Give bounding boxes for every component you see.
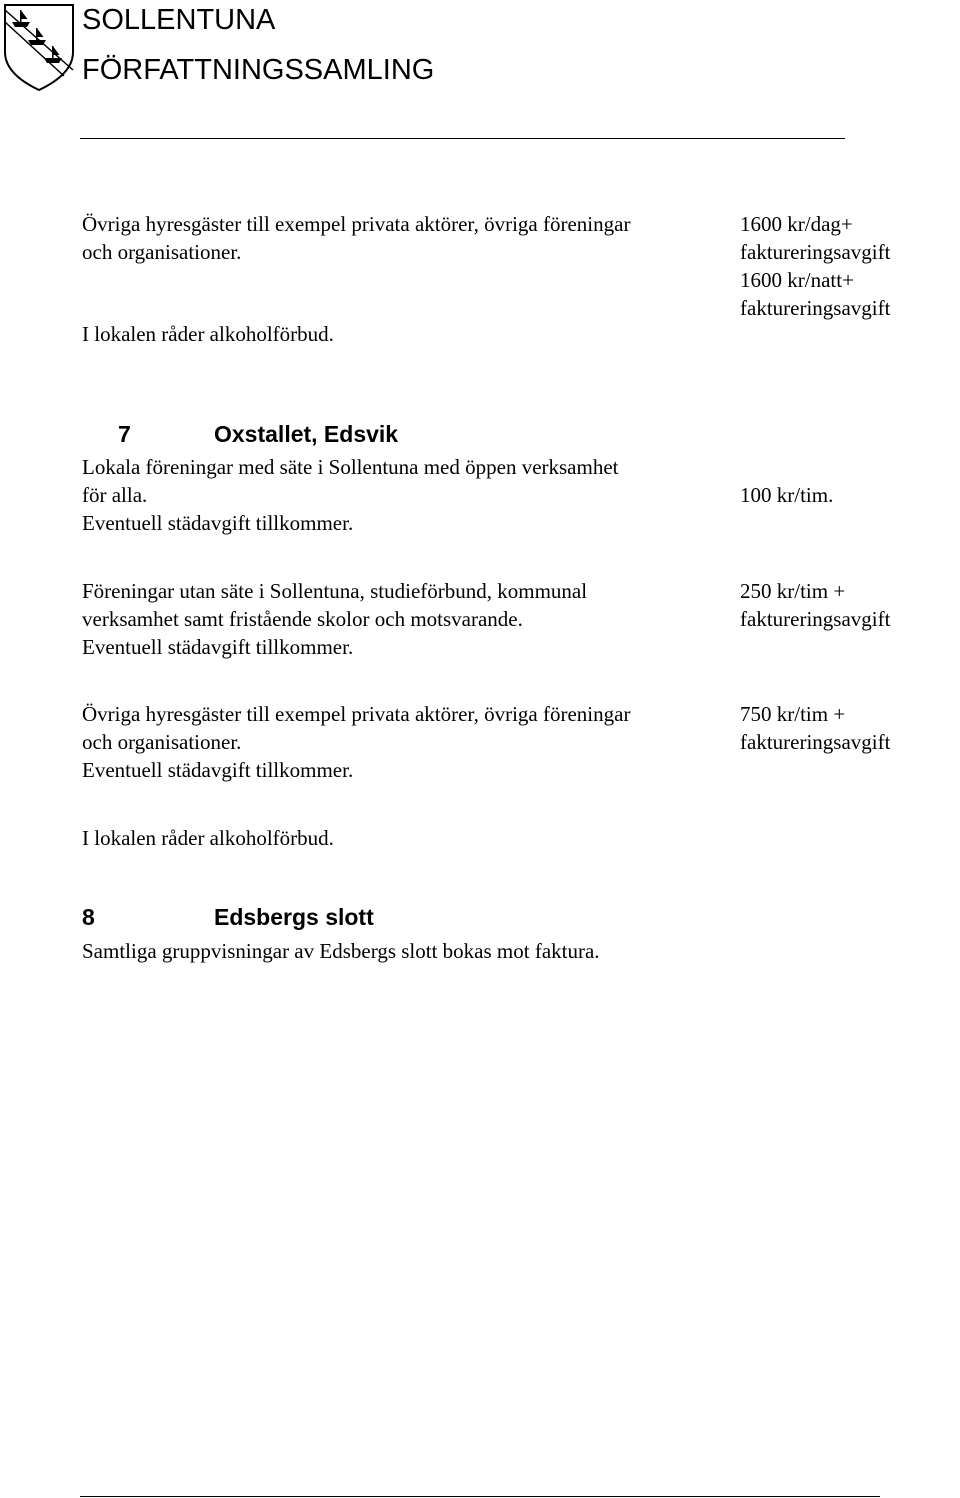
- section7-alcohol-note: I lokalen råder alkoholförbud.: [82, 826, 334, 850]
- row-line: Eventuell städavgift tillkommer.: [82, 511, 354, 535]
- top-description-line: Övriga hyresgäster till exempel privata aktörer, övriga föreningar: [82, 212, 631, 236]
- top-price-line: 1600 kr/dag+: [740, 212, 853, 236]
- price-line: 250 kr/tim +: [740, 579, 846, 603]
- section7-row3-price: [740, 700, 950, 756]
- section7-row1-price: [740, 481, 950, 509]
- section8-number: 8: [82, 904, 95, 930]
- coat-of-arms-logo: [2, 2, 76, 92]
- row-line: Övriga hyresgäster till exempel privata aktörer, övriga föreningar: [82, 702, 631, 726]
- section8-text: Samtliga gruppvisningar av Edsbergs slott bokas mot faktura.: [82, 939, 600, 963]
- section7-row3-description: [82, 700, 732, 784]
- top-price-line: faktureringsavgift: [740, 296, 891, 320]
- row-line: verksamhet samt fristående skolor och motsvarande.: [82, 607, 523, 631]
- top-alcohol-note: I lokalen råder alkoholförbud.: [82, 322, 334, 346]
- top-description: [82, 210, 732, 266]
- section7-number: 7: [118, 421, 131, 447]
- row-line: för alla.: [82, 483, 148, 507]
- section7-title: Oxstallet, Edsvik: [214, 421, 399, 447]
- org-name-line2: FÖRFATTNINGSSAMLING: [82, 54, 435, 86]
- top-price-line: faktureringsavgift: [740, 240, 891, 264]
- section8-title: Edsbergs slott: [214, 904, 374, 930]
- top-price: [740, 210, 950, 322]
- price-line: 750 kr/tim +: [740, 702, 846, 726]
- row-line: Eventuell städavgift tillkommer.: [82, 758, 354, 782]
- row-line: Föreningar utan säte i Sollentuna, studieförbund, kommunal: [82, 579, 588, 603]
- header-divider: [80, 138, 845, 139]
- org-name-line1: SOLLENTUNA: [82, 4, 276, 36]
- section7-row2-description: [82, 577, 732, 661]
- row-line: Lokala föreningar med säte i Sollentuna med öppen verksamhet: [82, 455, 619, 479]
- top-description-line: och organisationer.: [82, 240, 242, 264]
- section7-row2-price: [740, 577, 950, 633]
- row-line: Eventuell städavgift tillkommer.: [82, 635, 354, 659]
- price-line: faktureringsavgift: [740, 730, 891, 754]
- price-line: faktureringsavgift: [740, 607, 891, 631]
- footer-divider: [80, 1496, 880, 1497]
- row-line: och organisationer.: [82, 730, 242, 754]
- price-line: 100 kr/tim.: [740, 483, 834, 507]
- section7-row1-description: [82, 453, 732, 537]
- top-price-line: 1600 kr/natt+: [740, 268, 854, 292]
